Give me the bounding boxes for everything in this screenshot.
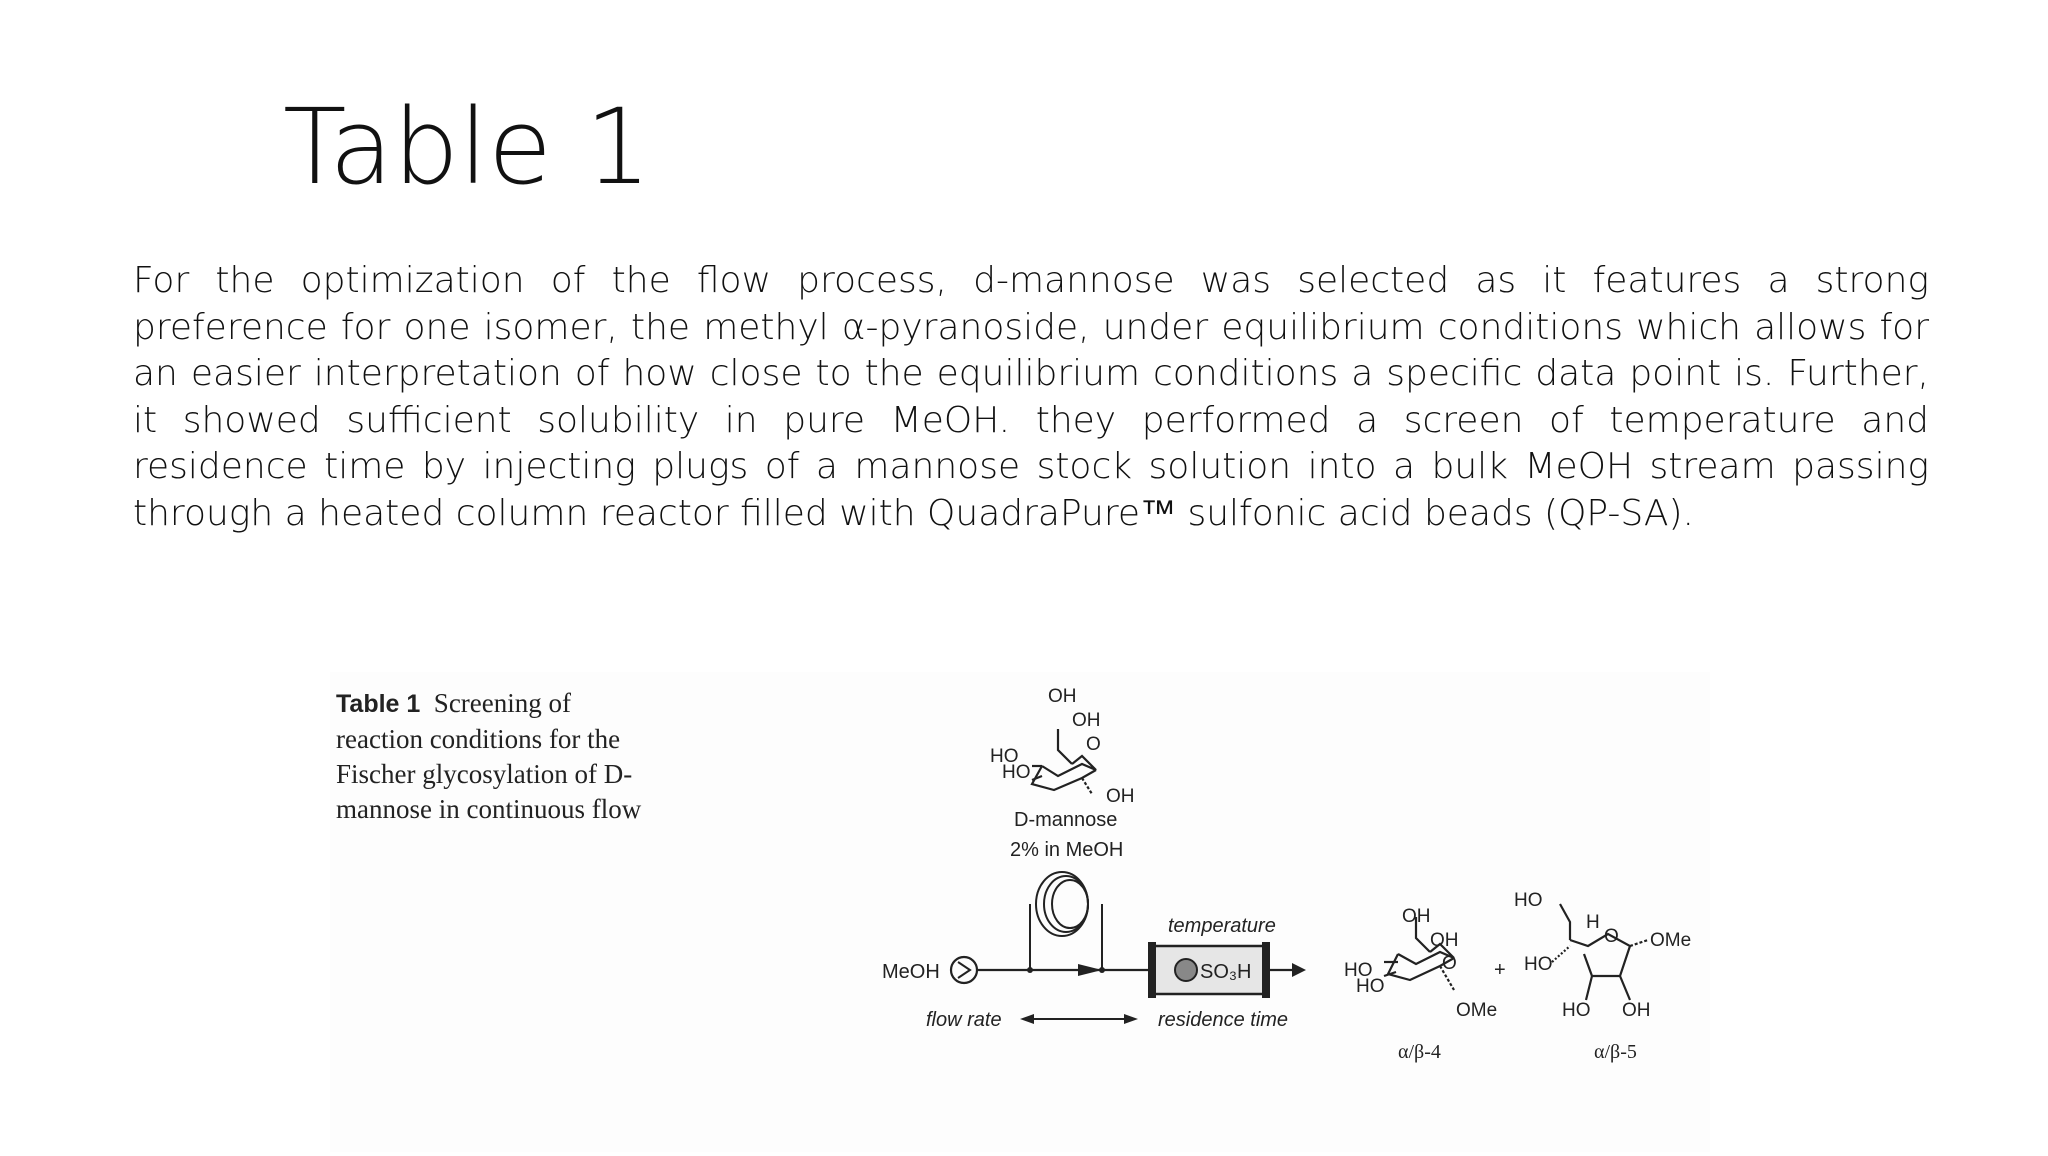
product-5-ho-top: HO [1514, 890, 1543, 911]
flow-rate-label: flow rate [926, 1009, 1002, 1031]
pump-arrow-icon [958, 962, 970, 978]
product-5-ring-o: O [1604, 926, 1619, 947]
product-4-label: α/β-4 [1398, 1041, 1441, 1063]
product-4-oh-top: OH [1402, 906, 1431, 927]
figure-caption [336, 686, 656, 827]
figure-caption-text: Screening of reaction conditions for the Fischer glycosylation of D-mannose in continuous flow [336, 688, 642, 824]
product-4-oh-2: OH [1430, 930, 1459, 951]
mannose-ho-2: HO [1002, 762, 1031, 783]
product-5-label: α/β-5 [1594, 1041, 1637, 1063]
residence-time-label: residence time [1158, 1009, 1289, 1031]
resin-bead-icon [1175, 959, 1197, 981]
flow-direction-icon [1078, 964, 1102, 976]
mannose-concentration: 2% in MeOH [1010, 839, 1124, 861]
injection-loop-icon [1030, 872, 1102, 970]
reactor-label: SO₃H [1200, 961, 1252, 983]
mannose-label: D-mannose [1014, 809, 1118, 831]
mannose-ring-o: O [1086, 734, 1101, 755]
slide-body-text: For the optimization of the flow process, d-mannose was selected as it features a strong preference for one isomer, the methyl α-pyranoside, under equilibrium conditions which allows for an easier interpretation of how close to the equilibrium conditions a specific data point is. Further, it showed sufficient solubility in pure MeOH. they performed a screen of temperature and residence time by injecting plugs of a mannose stock solution into a bulk MeOH stream passing through a heated column reactor filled with QuadraPure™ sulfonic acid beads (QP-SA). [133, 260, 1929, 534]
plus-sign: + [1494, 959, 1506, 981]
product-5-ho-bottom: HO [1562, 1000, 1591, 1021]
product-4-ho-2: HO [1356, 976, 1385, 997]
slide-title: Table 1 [283, 86, 652, 208]
figure-caption-label: Table 1 [336, 690, 421, 718]
arrow-right-icon [1124, 1014, 1138, 1024]
product-4-ho-1: HO [1344, 960, 1373, 981]
outlet-arrow-icon [1292, 963, 1306, 977]
temperature-label: temperature [1168, 915, 1276, 937]
valve-node-icon [1027, 967, 1033, 973]
pump-icon [951, 957, 977, 983]
product-5-h: H [1586, 912, 1600, 933]
product-4-ring-o: O [1442, 953, 1457, 974]
reactor-cap-left [1148, 942, 1156, 998]
product-5-ome: OMe [1650, 930, 1692, 951]
mannose-oh-top: OH [1048, 686, 1077, 707]
product-5-structure [1552, 904, 1648, 1000]
solvent-label: MeOH [882, 961, 940, 983]
reaction-figure [330, 672, 1710, 1152]
mannose-ho-1: HO [990, 746, 1019, 767]
mannose-oh-2: OH [1072, 710, 1101, 731]
product-5-oh-bottom: OH [1622, 1000, 1651, 1021]
product-4-ome: OMe [1456, 1000, 1498, 1021]
arrow-left-icon [1020, 1014, 1034, 1024]
mannose-oh-anomeric: OH [1106, 786, 1135, 807]
reactor-cap-right [1262, 942, 1270, 998]
product-5-ho-mid: HO [1524, 954, 1553, 975]
